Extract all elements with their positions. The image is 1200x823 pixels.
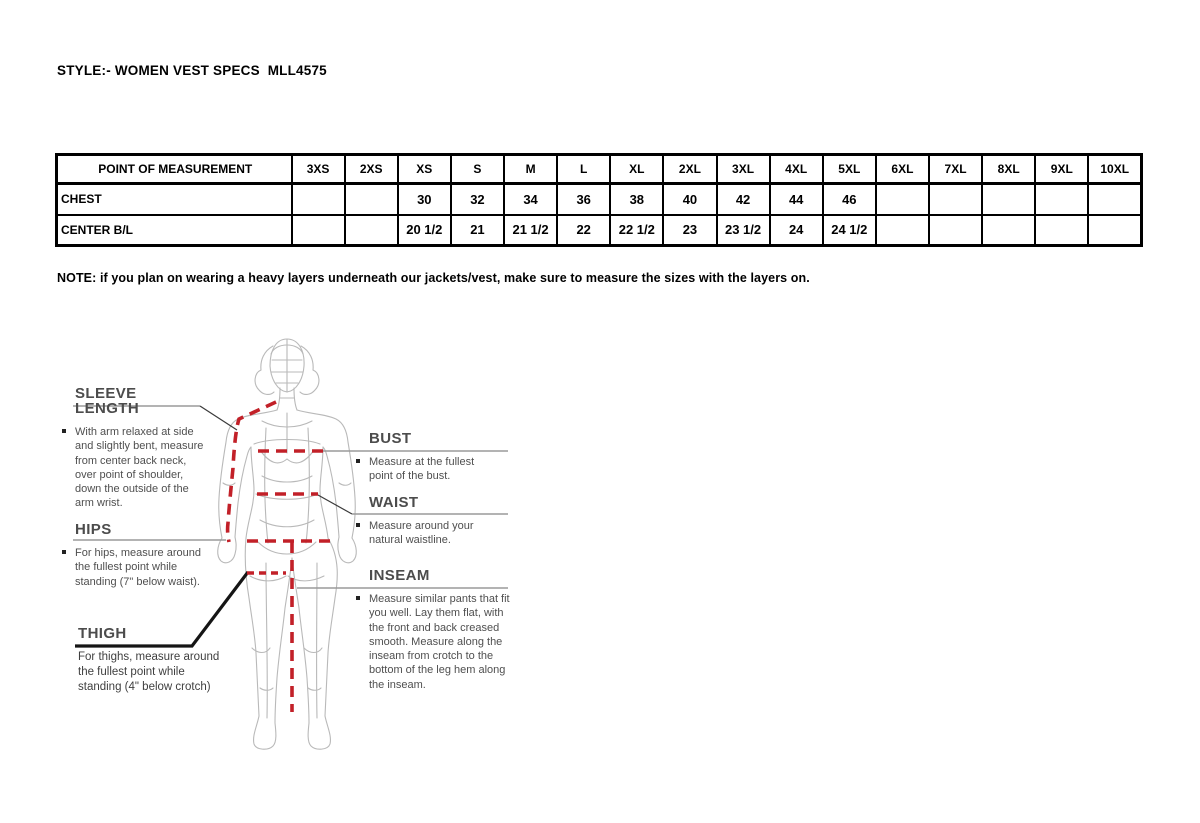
square-bullet-icon bbox=[356, 523, 360, 527]
size-column-header: XS bbox=[398, 155, 451, 184]
size-value-cell bbox=[929, 184, 982, 215]
measurement-diagram bbox=[40, 318, 580, 788]
size-value-cell: 21 bbox=[451, 215, 504, 246]
size-value-cell: 46 bbox=[823, 184, 876, 215]
inseam-description: Measure similar pants that fit you well. Lay them flat, with the front and back creased smooth. Measure along the inseam from crotch to the bottom of the leg hem along the inseam. bbox=[369, 593, 510, 691]
size-value-cell bbox=[345, 215, 398, 246]
size-value-cell bbox=[929, 215, 982, 246]
measure-section-bust bbox=[356, 431, 496, 484]
size-value-cell bbox=[982, 215, 1035, 246]
waist-description: Measure around your natural waistline. bbox=[369, 520, 474, 547]
size-value-cell: 32 bbox=[451, 184, 504, 215]
row-label: CHEST bbox=[57, 184, 292, 215]
inseam-heading: INSEAM bbox=[369, 567, 430, 584]
sleeve-length-description: With arm relaxed at side and slightly bent, measure from center back neck, over point of shoulder, down the outside of the arm wrist. bbox=[75, 426, 204, 510]
thigh-description: For thighs, measure around the fullest point while standing (4" below crotch) bbox=[78, 651, 220, 693]
size-value-cell: 23 1/2 bbox=[717, 215, 770, 246]
table-row bbox=[57, 215, 1142, 246]
hips-heading: HIPS bbox=[75, 521, 112, 538]
hips-description: For hips, measure around the fullest point while standing (7" below waist). bbox=[75, 547, 201, 588]
measure-section-waist bbox=[356, 495, 490, 548]
size-value-cell: 21 1/2 bbox=[504, 215, 557, 246]
size-value-cell: 44 bbox=[770, 184, 823, 215]
table-row bbox=[57, 184, 1142, 215]
table-header-point-of-measurement: POINT OF MEASUREMENT bbox=[57, 155, 292, 184]
size-column-header: 3XS bbox=[292, 155, 345, 184]
sleeve-length-pointer-line bbox=[200, 406, 237, 430]
size-column-header: 9XL bbox=[1035, 155, 1088, 184]
sleeve-length-heading: SLEEVE LENGTH bbox=[75, 385, 140, 417]
size-column-header: 6XL bbox=[876, 155, 929, 184]
square-bullet-icon bbox=[356, 459, 360, 463]
size-column-header: XL bbox=[610, 155, 663, 184]
measure-section-thigh bbox=[77, 626, 229, 695]
bust-heading: BUST bbox=[369, 430, 412, 447]
size-value-cell: 34 bbox=[504, 184, 557, 215]
measure-section-sleeve-length bbox=[62, 386, 204, 511]
waist-heading: WAIST bbox=[369, 494, 419, 511]
size-value-cell bbox=[345, 184, 398, 215]
size-column-header: S bbox=[451, 155, 504, 184]
size-value-cell: 23 bbox=[663, 215, 716, 246]
square-bullet-icon bbox=[62, 550, 66, 554]
size-value-cell: 36 bbox=[557, 184, 610, 215]
size-column-header: L bbox=[557, 155, 610, 184]
size-column-header: 3XL bbox=[717, 155, 770, 184]
size-column-header: 2XS bbox=[345, 155, 398, 184]
page-title: STYLE:- WOMEN VEST SPECS MLL4575 bbox=[57, 63, 327, 78]
size-value-cell: 40 bbox=[663, 184, 716, 215]
figure-wireframe bbox=[218, 339, 357, 749]
size-value-cell bbox=[292, 215, 345, 246]
size-value-cell: 24 bbox=[770, 215, 823, 246]
size-value-cell bbox=[876, 184, 929, 215]
square-bullet-icon bbox=[62, 429, 66, 433]
measurement-lines bbox=[228, 402, 331, 712]
size-value-cell: 42 bbox=[717, 184, 770, 215]
size-spec-table bbox=[55, 153, 1143, 247]
measure-section-inseam bbox=[356, 568, 514, 692]
size-value-cell: 22 1/2 bbox=[610, 215, 663, 246]
size-column-header: 5XL bbox=[823, 155, 876, 184]
size-value-cell bbox=[1035, 184, 1088, 215]
sleeve-measure-line bbox=[228, 402, 276, 542]
size-value-cell: 22 bbox=[557, 215, 610, 246]
size-value-cell: 24 1/2 bbox=[823, 215, 876, 246]
size-value-cell: 38 bbox=[610, 184, 663, 215]
size-value-cell bbox=[1088, 184, 1141, 215]
thigh-heading: THIGH bbox=[78, 625, 127, 642]
measure-section-hips bbox=[62, 522, 208, 589]
size-value-cell bbox=[292, 184, 345, 215]
size-column-header: 8XL bbox=[982, 155, 1035, 184]
size-value-cell bbox=[1035, 215, 1088, 246]
note-text: NOTE: if you plan on wearing a heavy layers underneath our jackets/vest, make sure to measure the sizes with the layers on. bbox=[57, 271, 810, 285]
size-value-cell bbox=[876, 215, 929, 246]
size-value-cell bbox=[982, 184, 1035, 215]
size-column-header: 2XL bbox=[663, 155, 716, 184]
square-bullet-icon bbox=[356, 596, 360, 600]
size-column-header: 4XL bbox=[770, 155, 823, 184]
size-value-cell: 20 1/2 bbox=[398, 215, 451, 246]
size-column-header: 10XL bbox=[1088, 155, 1141, 184]
size-value-cell: 30 bbox=[398, 184, 451, 215]
size-value-cell bbox=[1088, 215, 1141, 246]
bust-description: Measure at the fullest point of the bust. bbox=[369, 456, 475, 483]
size-column-header: M bbox=[504, 155, 557, 184]
row-label: CENTER B/L bbox=[57, 215, 292, 246]
size-column-header: 7XL bbox=[929, 155, 982, 184]
